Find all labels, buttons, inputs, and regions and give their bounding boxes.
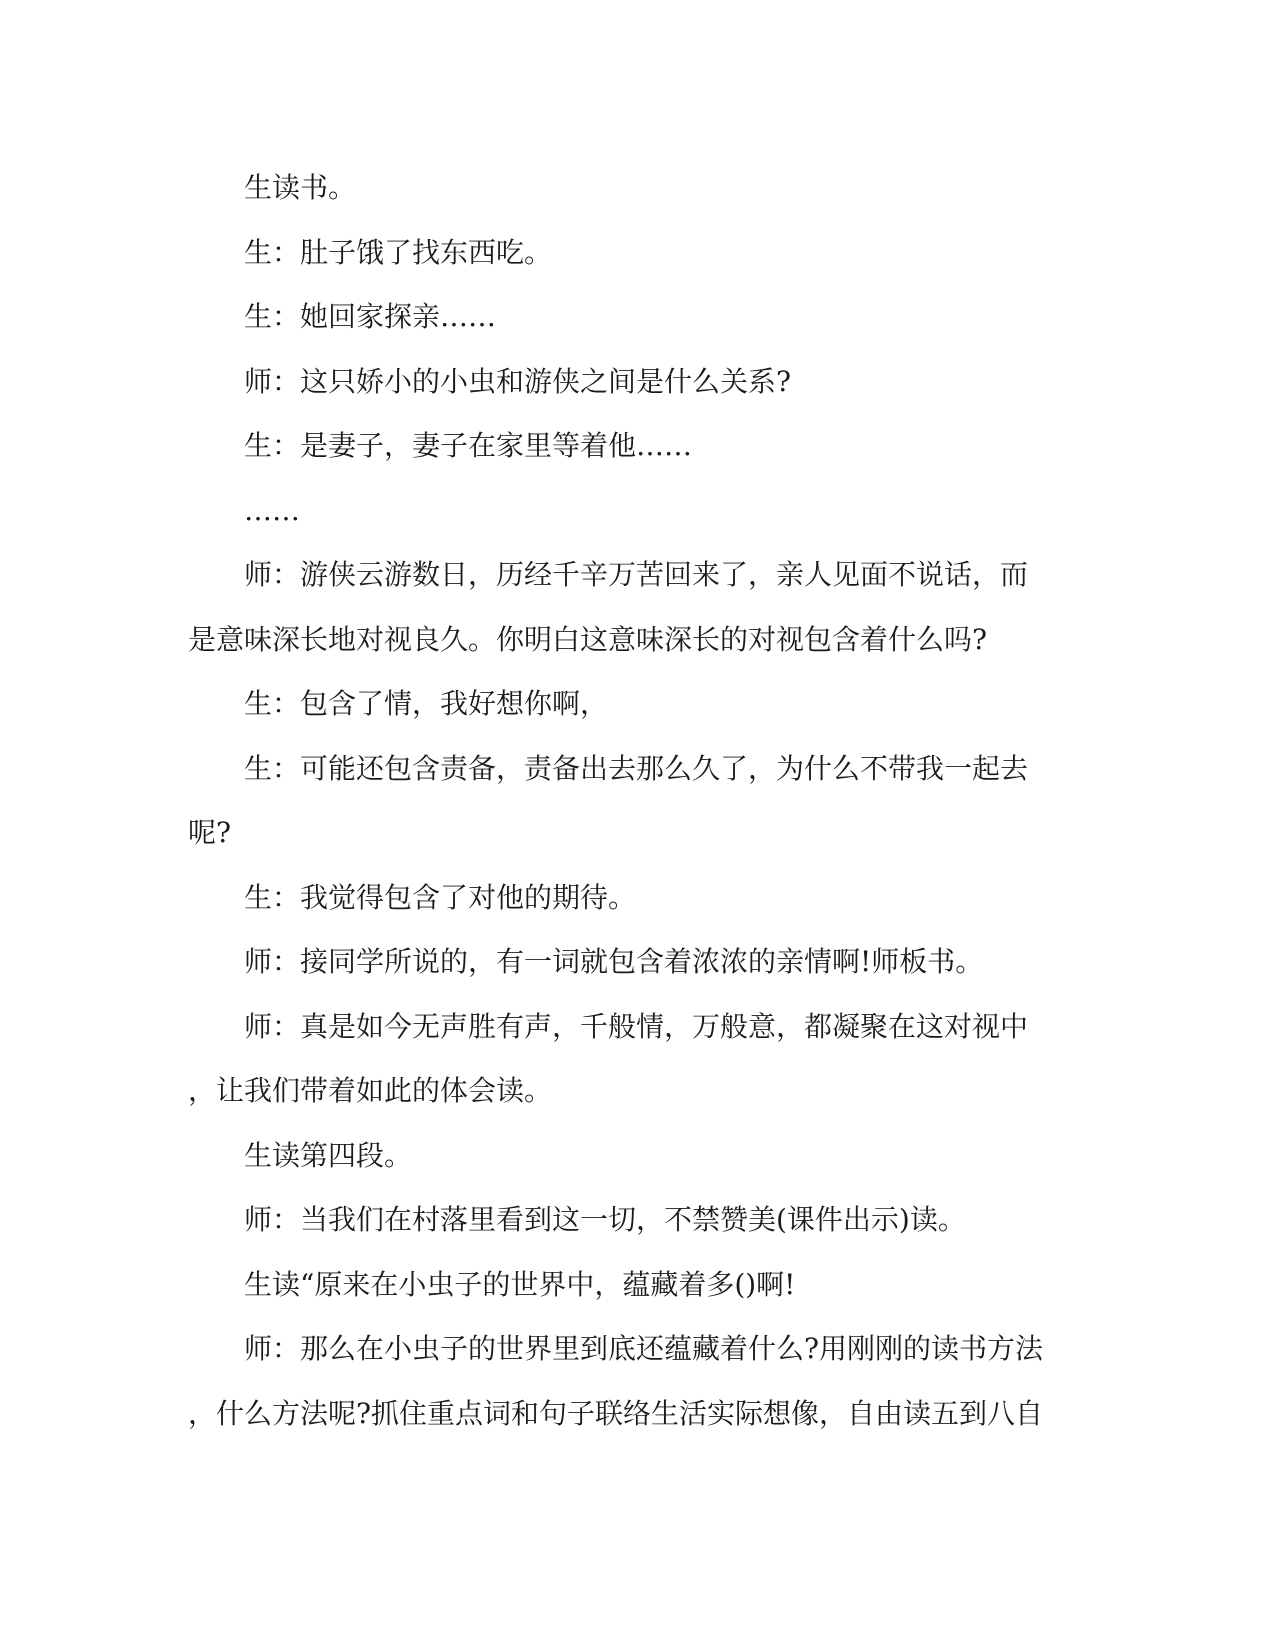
paragraph-line: 生读“原来在小虫子的世界中，蕴藏着多()啊! xyxy=(244,1267,796,1301)
paragraph-line: 师：真是如今无声胜有声，千般情，万般意，都凝聚在这对视中 xyxy=(244,1009,1029,1043)
paragraph-line: 生：肚子饿了找东西吃。 xyxy=(244,235,553,269)
paragraph-line: 是意味深长地对视良久。你明白这意味深长的对视包含着什么吗? xyxy=(188,622,988,656)
paragraph-line: 生：是妻子，妻子在家里等着他…… xyxy=(244,429,693,462)
paragraph-line: 生：她回家探亲…… xyxy=(244,300,497,333)
paragraph-line: 生读书。 xyxy=(244,171,357,204)
paragraph-line: 生读第四段。 xyxy=(244,1138,413,1172)
paragraph-line: 师：游侠云游数日，历经千辛万苦回来了，亲人见面不说话，而 xyxy=(244,558,1029,591)
paragraph-line: 师：这只娇小的小虫和游侠之间是什么关系? xyxy=(244,364,792,398)
document-body xyxy=(188,156,1078,1446)
paragraph-line: 生：可能还包含责备，责备出去那么久了，为什么不带我一起去 xyxy=(244,751,1029,785)
paragraph-line: 师：接同学所说的，有一词就包含着浓浓的亲情啊!师板书。 xyxy=(244,945,984,978)
paragraph-line: 呢? xyxy=(188,816,232,849)
paragraph-line: 生：包含了情，我好想你啊， xyxy=(244,687,609,720)
paragraph-line: ，让我们带着如此的体会读。 xyxy=(188,1074,553,1107)
paragraph-line: ，什么方法呢?抓住重点词和句子联络生活实际想像，自由读五到八自 xyxy=(188,1396,1044,1430)
paragraph-line: 生：我觉得包含了对他的期待。 xyxy=(244,880,637,914)
paragraph-line: …… xyxy=(244,493,300,527)
paragraph-line: 师：当我们在村落里看到这一切，不禁赞美(课件出示)读。 xyxy=(244,1203,966,1236)
paragraph-line: 师：那么在小虫子的世界里到底还蕴藏着什么?用刚刚的读书方法 xyxy=(244,1332,1044,1365)
